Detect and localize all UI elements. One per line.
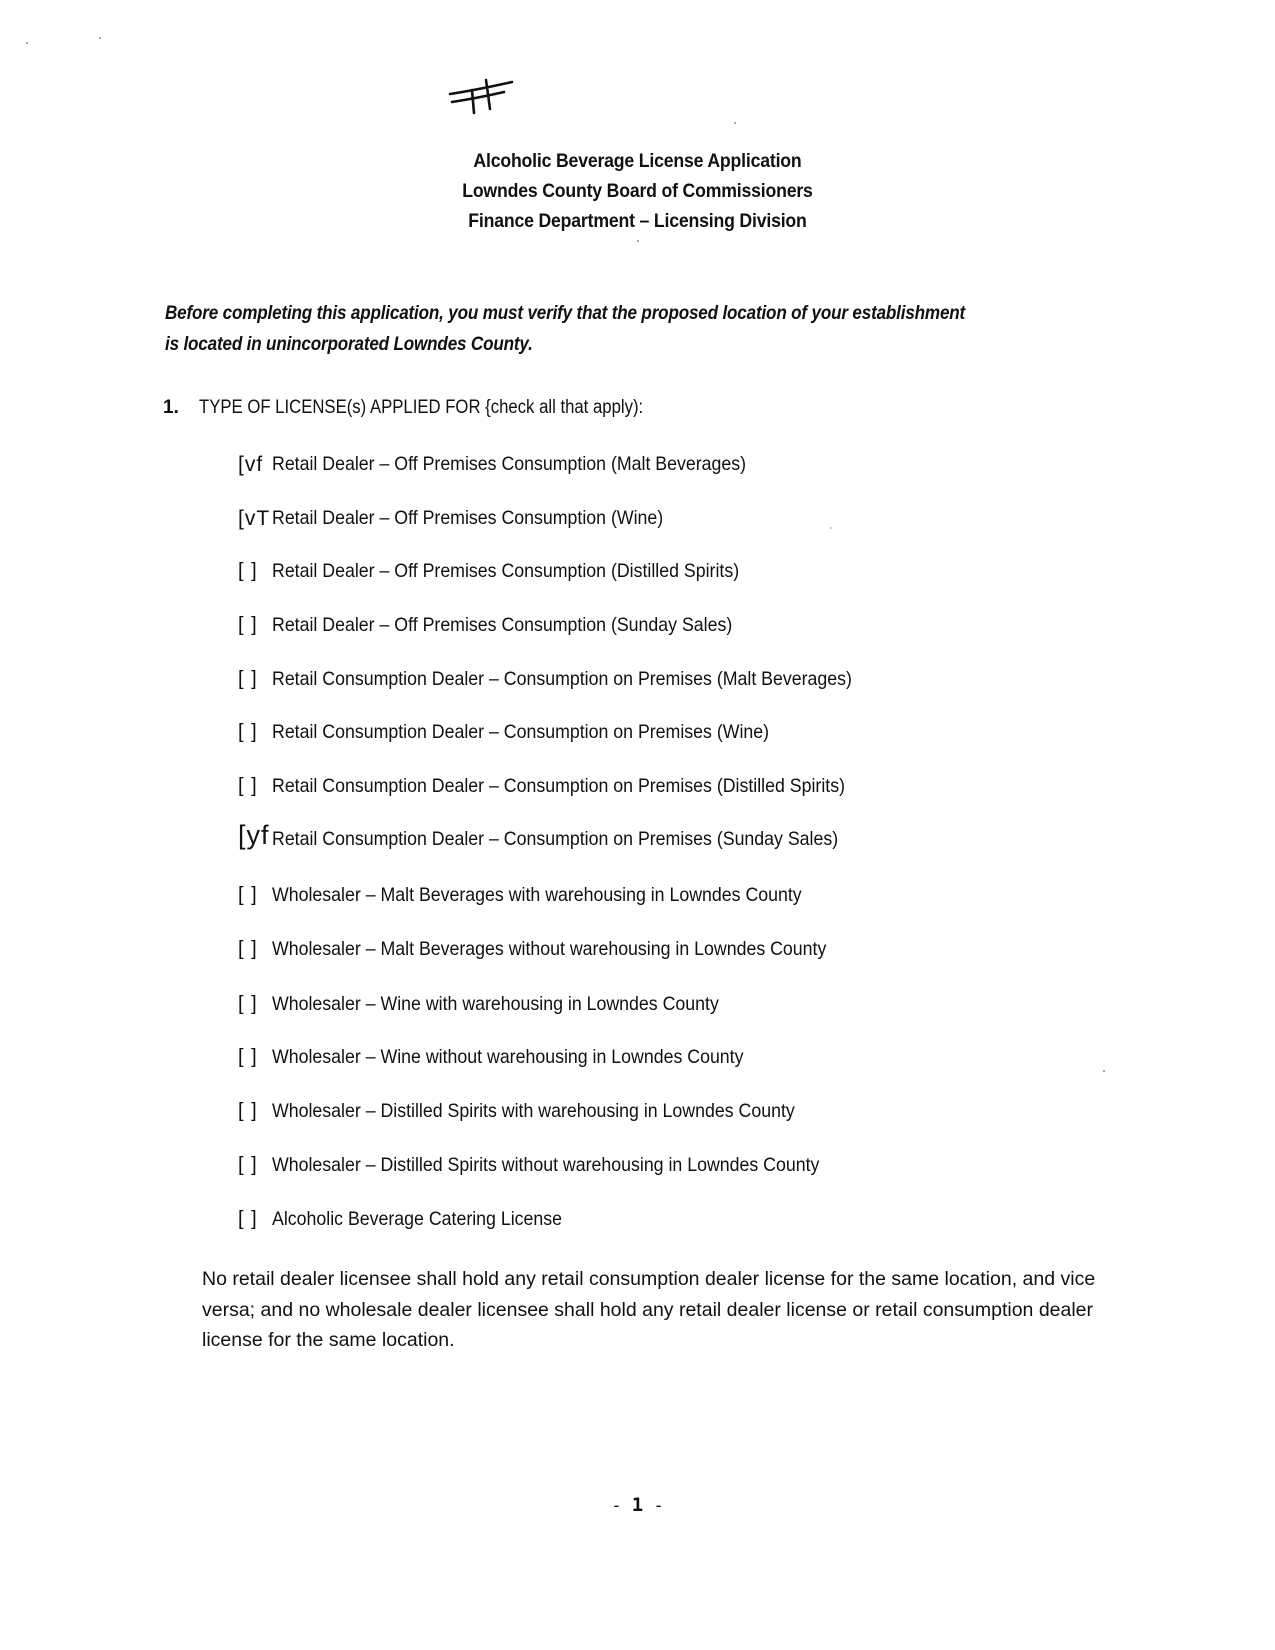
checkbox-checked[interactable]: [vТ	[238, 507, 271, 530]
checkbox-empty[interactable]: [ ]	[238, 775, 258, 797]
license-option-label: Retail Consumption Dealer – Consumption on Premises (Malt Beverages)	[272, 668, 852, 690]
license-option-label: Wholesaler – Distilled Spirits without warehousing in Lowndes County	[272, 1154, 820, 1176]
checkbox-empty[interactable]: [ ]	[238, 1154, 258, 1176]
license-option-label: Alcoholic Beverage Catering License	[272, 1208, 563, 1230]
license-option-label: Retail Dealer – Off Premises Consumption (Malt Beverages)	[272, 453, 747, 475]
question-text: TYPE OF LICENSE(s) APPLIED FOR {check all that apply):	[199, 397, 644, 418]
license-option-label: Wholesaler – Malt Beverages without warehousing in Lowndes County	[272, 938, 827, 960]
checkbox-empty[interactable]: [ ]	[238, 884, 258, 906]
page-number-suffix: -	[643, 1496, 664, 1516]
question-number: 1.	[163, 397, 179, 418]
scan-speck	[99, 37, 101, 39]
license-option-label: Retail Consumption Dealer – Consumption on Premises (Distilled Spirits)	[272, 775, 846, 797]
license-option-label: Retail Dealer – Off Premises Consumption (Sunday Sales)	[272, 614, 733, 636]
checkbox-empty[interactable]: [ ]	[238, 1046, 258, 1068]
department-name: Finance Department – Licensing Division	[468, 211, 807, 232]
location-notice-line-2: is located in unincorporated Lowndes County.	[165, 334, 533, 355]
organization-name: Lowndes County Board of Commissioners	[462, 181, 813, 202]
checkbox-empty[interactable]: [ ]	[238, 938, 258, 960]
checkbox-empty[interactable]: [ ]	[238, 1100, 258, 1122]
license-option-label: Retail Dealer – Off Premises Consumption (Wine)	[272, 507, 664, 529]
scan-speck	[1103, 1070, 1105, 1072]
scan-speck	[637, 240, 639, 242]
checkbox-checked[interactable]: [vf	[238, 453, 264, 476]
checkbox-checked[interactable]: [yf	[238, 820, 270, 850]
page-number-value: 1	[631, 1494, 644, 1516]
checkbox-empty[interactable]: [ ]	[238, 614, 258, 636]
page-number	[0, 1494, 1275, 1516]
location-notice-line-1: Before completing this application, you must verify that the proposed location of your establishment	[165, 303, 966, 324]
scan-speck	[830, 527, 832, 529]
scan-speck	[734, 122, 736, 124]
checkbox-empty[interactable]: [ ]	[238, 993, 258, 1015]
checkbox-empty[interactable]: [ ]	[238, 668, 258, 690]
license-option-label: Retail Dealer – Off Premises Consumption (Distilled Spirits)	[272, 560, 740, 582]
document-title: Alcoholic Beverage License Application	[473, 151, 802, 172]
scan-speck	[26, 42, 28, 44]
checkbox-empty[interactable]: [ ]	[238, 1208, 258, 1230]
license-option-label: Wholesaler – Distilled Spirits with warehousing in Lowndes County	[272, 1100, 795, 1122]
restriction-paragraph: No retail dealer licensee shall hold any retail consumption dealer license for the same location, and vice versa; and no wholesale dealer licensee shall hold any retail dealer license or retail consumption dealer license for the same location.	[202, 1268, 1096, 1351]
license-option-label: Wholesaler – Wine with warehousing in Lowndes County	[272, 993, 719, 1015]
license-option-label: Retail Consumption Dealer – Consumption on Premises (Wine)	[272, 721, 770, 743]
license-option-label: Wholesaler – Wine without warehousing in Lowndes County	[272, 1046, 744, 1068]
handwritten-hash-mark	[446, 76, 516, 116]
license-option-label: Wholesaler – Malt Beverages with warehousing in Lowndes County	[272, 884, 802, 906]
license-option-label: Retail Consumption Dealer – Consumption on Premises (Sunday Sales)	[272, 828, 839, 850]
hash-mark-icon	[446, 76, 516, 116]
page-number-prefix: -	[611, 1496, 632, 1516]
checkbox-empty[interactable]: [ ]	[238, 721, 258, 743]
checkbox-empty[interactable]: [ ]	[238, 560, 258, 582]
